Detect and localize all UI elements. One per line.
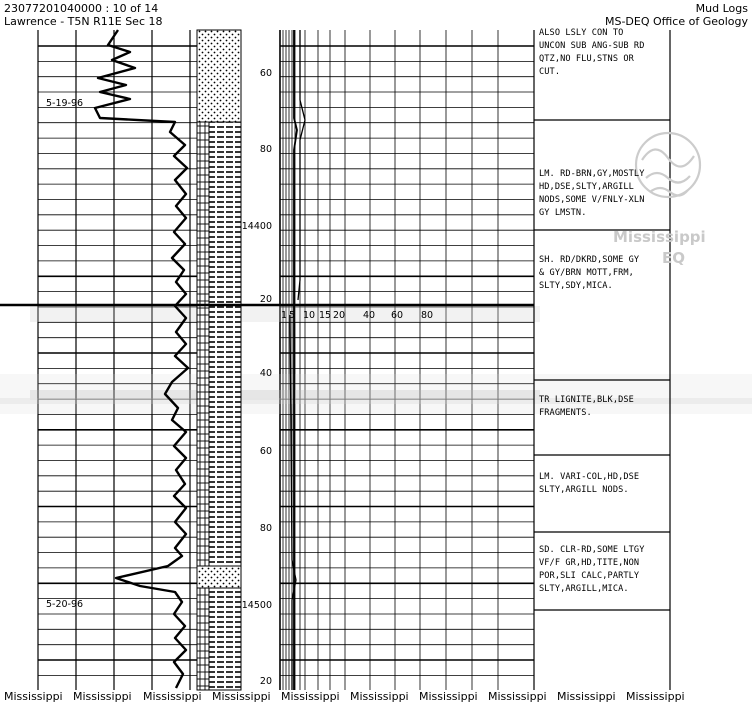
description-sandstone: SD. CLR-RD,SOME LTGY VF/F GR,HD,TITE,NON POR,SLI CALC,PARTLY SLTY,ARGILL,MICA.: [539, 545, 645, 594]
gas-scale-label: 15: [318, 310, 332, 321]
gas-scale-label: 80: [420, 310, 434, 321]
description-sand-continued: ALSO LSLY CON TO UNCON SUB ANG-SUB RD QTZ,NO FLU,STNS OR CUT.: [539, 28, 645, 77]
description-limestone-1: LM. RD-BRN,GY,MOSTLY HD,DSE,SLTY,ARGILL NODS,SOME V/FNLY-XLN GY LMSTN.: [539, 169, 645, 218]
footer-label: Mississippi: [419, 690, 478, 703]
gas-scale-label: 1: [280, 310, 288, 321]
footer-label: Mississippi: [212, 690, 271, 703]
depth-label: 14400: [241, 221, 272, 232]
footer-label: Mississippi: [143, 690, 202, 703]
footer-label: Mississippi: [350, 690, 409, 703]
footer-label: Mississippi: [488, 690, 547, 703]
depth-label: 80: [259, 523, 272, 534]
watermark-text: Mississippi: [613, 228, 706, 246]
location-label: Lawrence - T5N R11E Sec 18: [4, 15, 163, 28]
footer-label: Mississippi: [557, 690, 616, 703]
gas-scale-label: 10: [302, 310, 316, 321]
description-limestone-2: LM. VARI-COL,HD,DSE SLTY,ARGILL NODS.: [539, 472, 640, 495]
gas-scale-label: 40: [362, 310, 376, 321]
depth-label: 40: [259, 368, 272, 379]
depth-label: 60: [259, 446, 272, 457]
description-lignite: TR LIGNITE,BLK,DSE FRAGMENTS.: [539, 395, 634, 418]
footer-label: Mississippi: [73, 690, 132, 703]
document-type: Mud Logs: [695, 2, 748, 15]
gas-scale-label: 20: [332, 310, 346, 321]
footer-label: Mississippi: [4, 690, 63, 703]
document-id: 23077201040000 : 10 of 14: [4, 2, 159, 15]
depth-label: 14500: [241, 600, 272, 611]
footer-label: Mississippi: [626, 690, 685, 703]
date-label: 5-19-96: [46, 98, 84, 109]
lithology-column: [197, 30, 241, 690]
gas-curve-secondary: [298, 30, 305, 300]
footer-label: Mississippi: [281, 690, 340, 703]
footer-strip: [0, 690, 752, 705]
date-label: 5-20-96: [46, 599, 84, 610]
gas-grid: [280, 30, 534, 690]
depth-label: 20: [259, 676, 272, 687]
description-shale: SH. RD/DKRD,SOME GY & GY/BRN MOTT,FRM, SLTY,SDY,MICA.: [539, 255, 640, 291]
depth-label: 20: [259, 294, 272, 305]
depth-label: 60: [259, 68, 272, 79]
gas-scale-label: 60: [390, 310, 404, 321]
depth-label: 80: [259, 144, 272, 155]
gas-scale-label: 5: [288, 310, 296, 321]
drill-rate-curve: [95, 30, 188, 688]
agency-label: MS-DEQ Office of Geology: [604, 15, 748, 28]
watermark-abbr: EQ: [662, 249, 685, 267]
